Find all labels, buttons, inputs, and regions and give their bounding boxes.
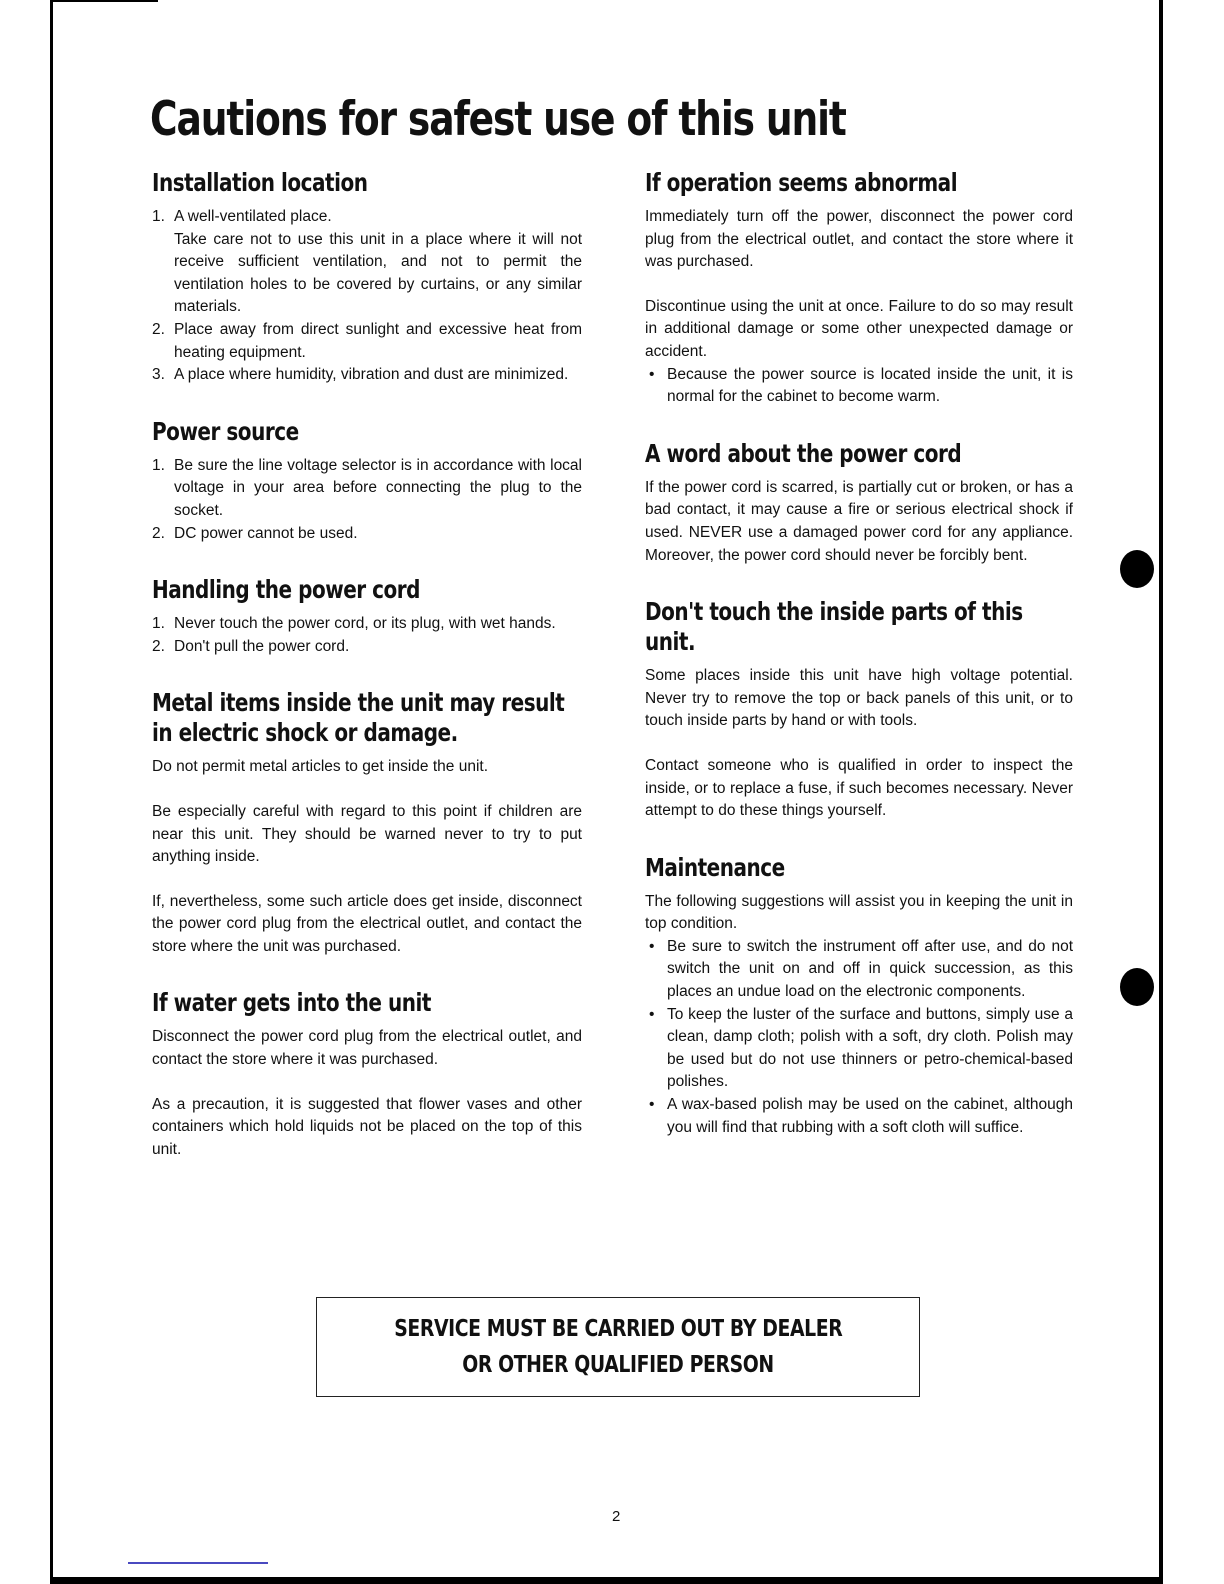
installation-list [152,206,582,387]
item-text: Place away from direct sunlight and excessive heat from heating equipment. [174,320,582,361]
binder-hole-2 [1120,968,1154,1006]
list-item [152,364,582,387]
paragraph: Discontinue using the unit at once. Failure to do so may result in additional damage or some other unexpected damage or accident. [645,297,1073,360]
list-item [152,636,582,659]
item-number: 2. [152,637,165,655]
scan-edge-bottom [50,1577,1163,1584]
paragraph: The following suggestions will assist you in keeping the unit in top condition. [645,892,1073,933]
item-text: To keep the luster of the surface and buttons, simply use a clean, damp cloth; polish with a soft, dry cloth. Polish may be used but do not use thinners or petro-chemical-based polishes. [667,1005,1073,1091]
notice-line-2: OR OTHER QUALIFIED PERSON [462,1352,774,1378]
scan-edge-right [1159,0,1163,1584]
item-text: Because the power source is located inside the unit, it is normal for the cabinet to become warm. [667,365,1073,406]
binder-hole-1 [1120,550,1154,588]
item-text: Be sure to switch the instrument off after use, and do not switch the unit on and off in quick succession, as this places an undue load on the electronic components. [667,937,1073,1001]
paragraph: Disconnect the power cord plug from the electrical outlet, and contact the store where it was purchased. [152,1028,582,1069]
section-water [152,988,582,1161]
handling-list [152,613,582,658]
section-heading: A word about the power cord [645,438,962,468]
list-item [152,206,582,319]
scan-artifact-line [128,1562,268,1564]
section-heading: Handling the power cord [152,575,421,605]
list-item [152,455,582,523]
item-number: 3. [152,366,165,384]
item-text: A wax-based polish may be used on the cabinet, although you will find that rubbing with a soft cloth will suffice. [667,1096,1073,1136]
item-text: A place where humidity, vibration and dust are minimized. [174,366,569,384]
item-number: 2. [152,320,165,338]
item-text: Never touch the power cord, or its plug, with wet hands. [174,615,556,633]
section-handling-power-cord [152,575,582,658]
maintenance-bullet-list [645,936,1073,1139]
section-heading: Maintenance [645,852,785,882]
power-source-list [152,455,582,545]
paragraph: Be especially careful with regard to this point if children are near this unit. They should be warned never to try to put anything inside. [152,802,582,866]
paragraph: If, nevertheless, some such article does get inside, disconnect the power cord plug from the electrical outlet, and contact the store where the unit was purchased. [152,892,582,955]
item-number: 1. [152,615,165,633]
section-metal-items [152,688,582,958]
bullet-mark: • [649,365,655,383]
service-notice-box [316,1297,920,1397]
item-text: A well-ventilated place. Take care not to use this unit in a place where it will not receive sufficient ventilation, and not to permit the ventilation holes to be covered by curtains, or any similar materials. [174,208,582,316]
item-text: DC power cannot be used. [174,524,358,542]
item-text: Don't pull the power cord. [174,637,350,655]
notice-line-1: SERVICE MUST BE CARRIED OUT BY DEALER [393,1316,843,1342]
item-text: Be sure the line voltage selector is in accordance with local voltage in your area before connecting the plug to the socket. [174,456,582,519]
list-item [152,319,582,364]
section-heading: Power source [152,416,299,446]
paragraph: As a precaution, it is suggested that flower vases and other containers which hold liquids not be placed on the top of this unit. [152,1095,582,1158]
list-item [645,1094,1073,1139]
abnormal-bullet-list [645,364,1073,409]
section-heading: Installation location [152,168,368,197]
section-heading: If operation seems abnormal [645,168,958,197]
section-abnormal-operation [645,168,1073,409]
scan-edge-top [50,0,158,2]
bullet-mark: • [649,1096,655,1114]
list-item [152,613,582,636]
section-power-cord-word [645,439,1073,567]
section-maintenance [645,853,1073,1140]
list-item [645,364,1073,409]
right-column [645,168,1073,1169]
section-inside-parts [645,597,1073,823]
bullet-mark: • [649,937,655,955]
list-item [645,1004,1073,1094]
paragraph: Some places inside this unit have high voltage potential. Never try to remove the top or back panels of this unit, or to touch inside parts by hand or with tools. [645,667,1073,730]
section-installation-location [152,168,582,387]
page-number: 2 [612,1508,621,1525]
bullet-mark: • [649,1005,655,1023]
item-number: 1. [152,208,165,225]
scan-edge-left [50,0,53,1584]
list-item [645,936,1073,1004]
paragraph: If the power cord is scarred, is partially cut or broken, or has a bad contact, it may cause a fire or serious electrical shock if used. NEVER use a damaged power cord for any appliance. Moreover, the power cord should never be forcibly bent. [645,478,1073,564]
item-number: 1. [152,456,165,474]
section-power-source [152,417,582,545]
paragraph: Contact someone who is qualified in order to inspect the inside, or to replace a fuse, if such becomes necessary. Never attempt to do these things yourself. [645,756,1073,820]
item-number: 2. [152,524,165,542]
paragraph: Do not permit metal articles to get inside the unit. [152,758,488,776]
section-heading: Metal items inside the unit may result in electric shock or damage. [152,688,565,748]
section-heading: Don't touch the inside parts of this unit. [645,597,1023,657]
left-column [152,168,582,1191]
page-title: Cautions for safest use of this unit [150,92,846,147]
section-heading: If water gets into the unit [152,988,431,1018]
list-item [152,523,582,546]
paragraph: Immediately turn off the power, disconnect the power cord plug from the electrical outlet, and contact the store where it was purchased. [645,208,1073,271]
